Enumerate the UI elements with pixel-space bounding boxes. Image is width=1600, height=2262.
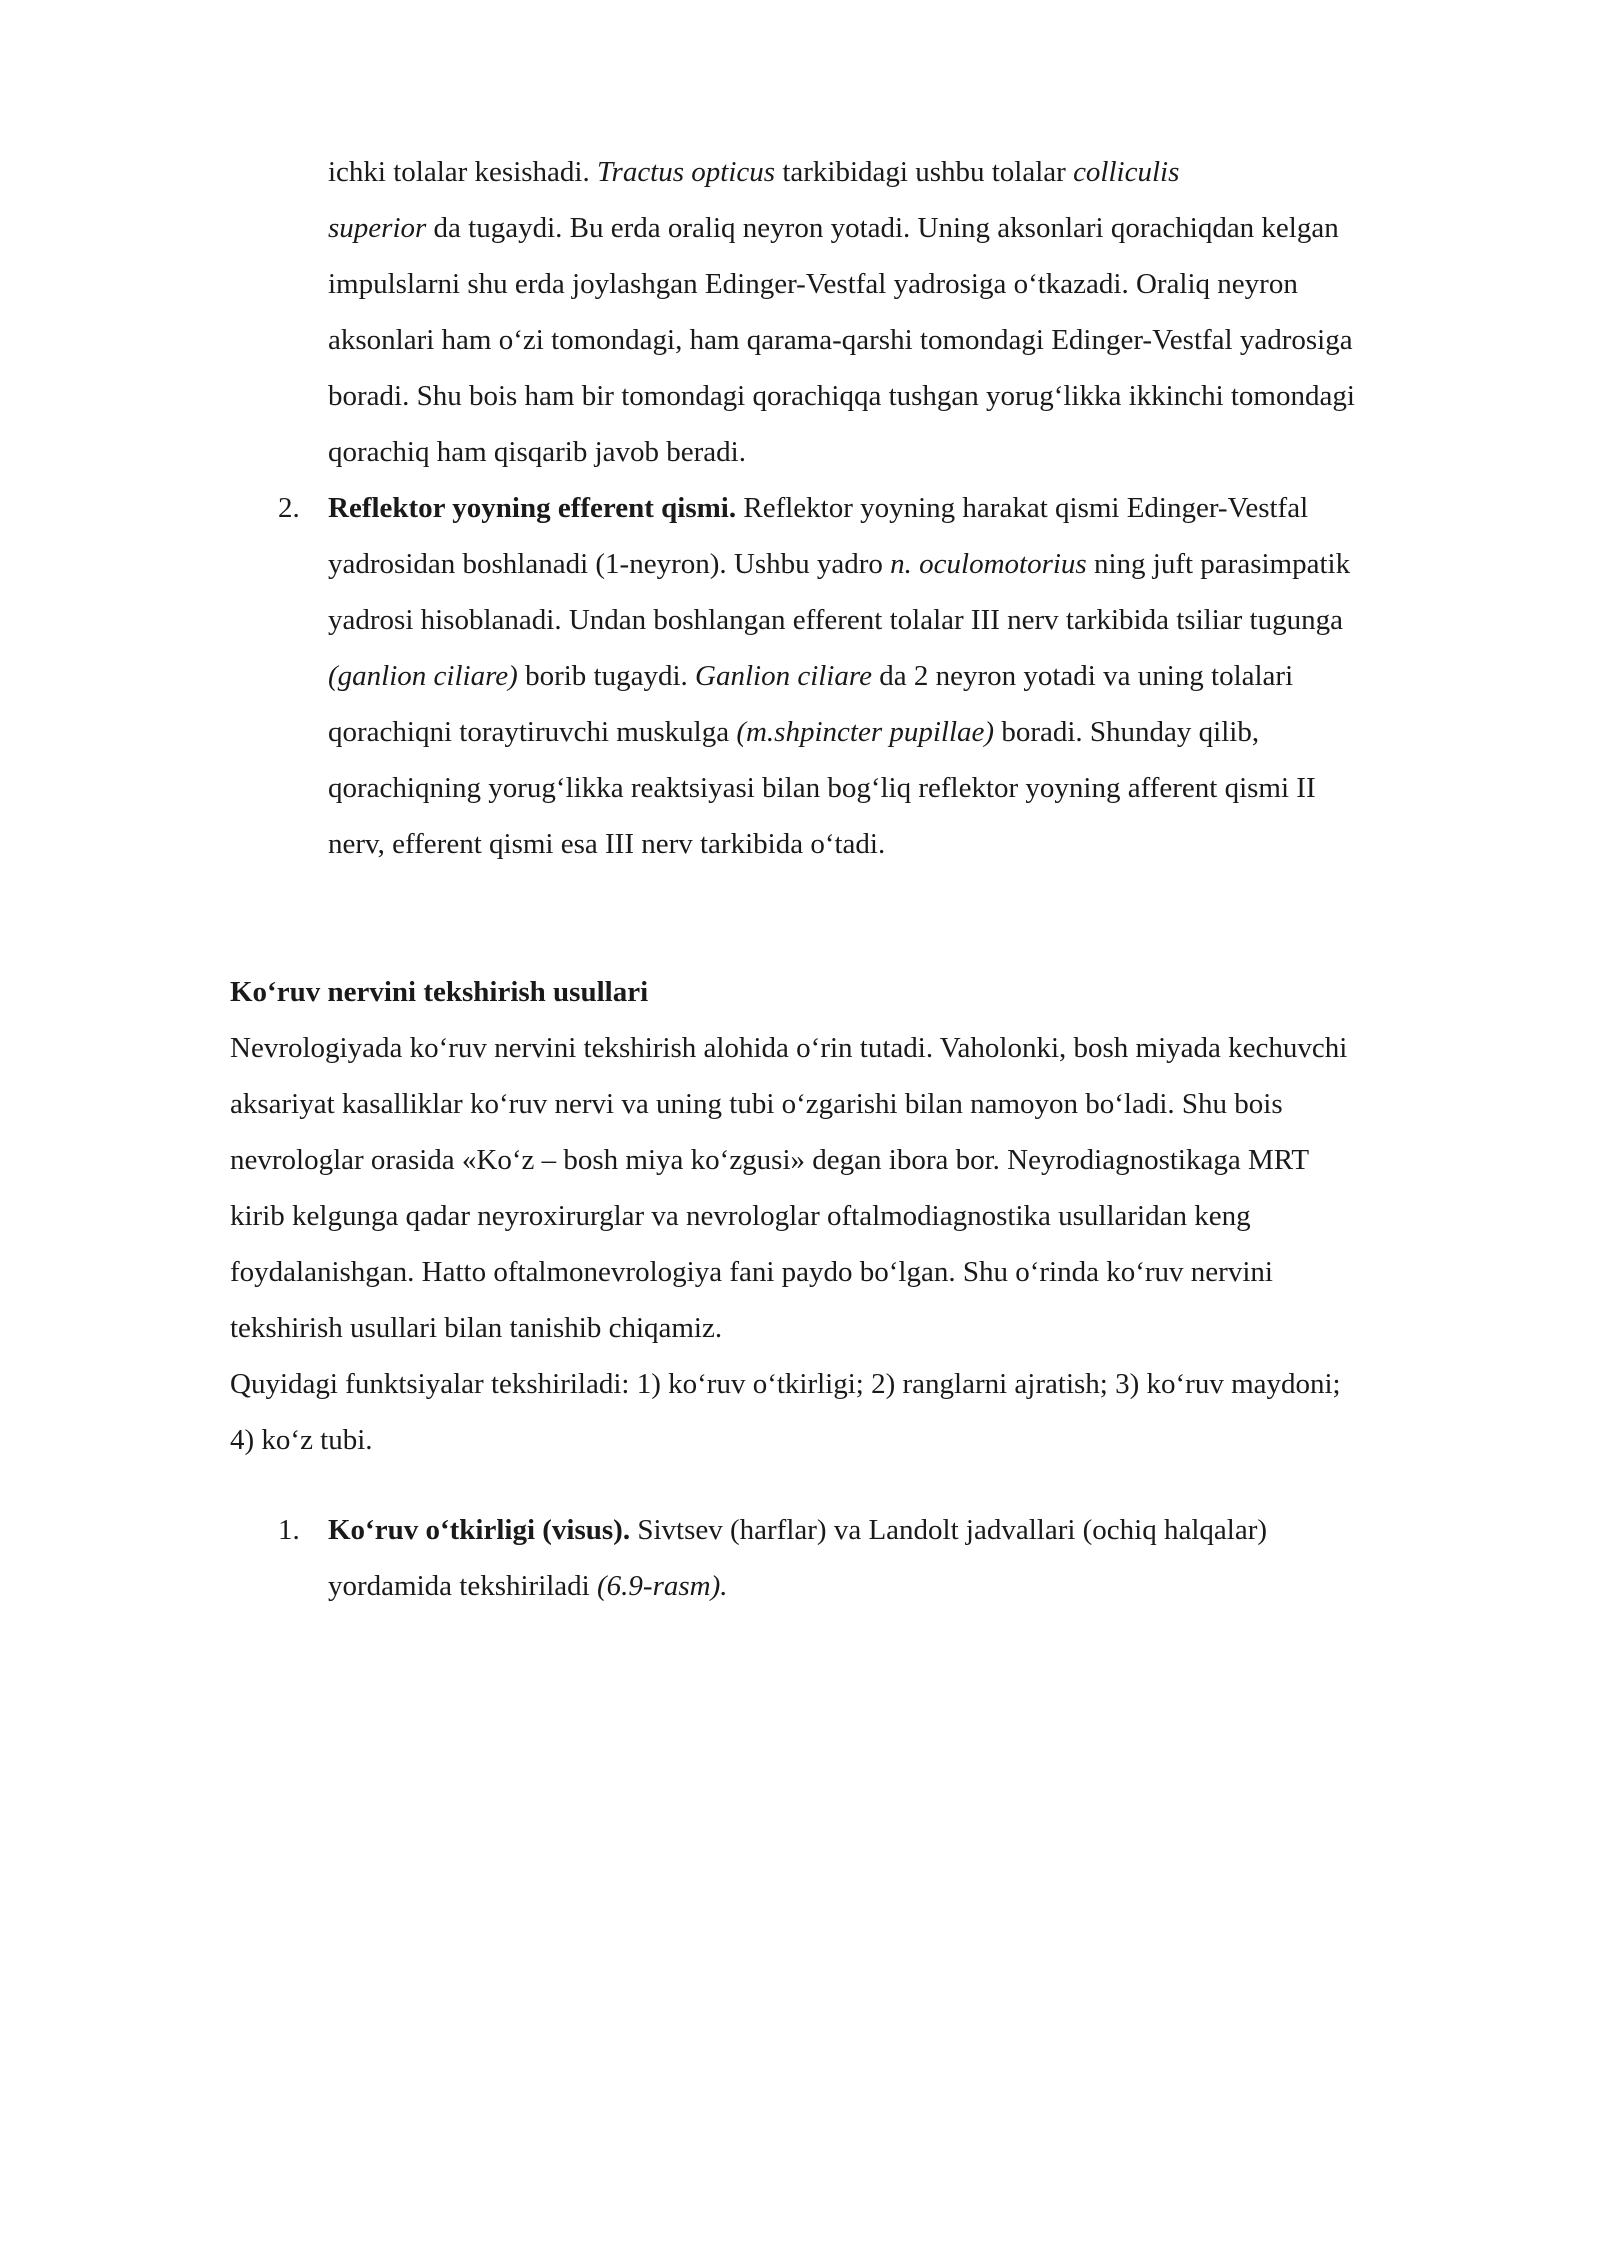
list-number: 2. [278,492,300,524]
text-line: superior da tugaydi. Bu erda oraliq neyron yotadi. Uning aksonlari qorachiqdan kelgan [328,212,1339,244]
text-line: qorachiqning yorug‘likka reaktsiyasi bilan bog‘liq reflektor yoyning afferent qismi II [328,772,1316,804]
text-line: nerv, efferent qismi esa III nerv tarkibida o‘tadi. [328,828,886,860]
paragraph-functions [230,1356,1520,1468]
figure-reference: (6.9-rasm). [597,1570,728,1602]
text-line: yadrosidan boshlanadi (1-neyron). Ushbu yadro n. oculomotorius ning juft parasimpatik [328,548,1351,580]
text-line: yadrosi hisoblanadi. Undan boshlangan efferent tolalar III nerv tarkibida tsiliar tugunga [328,604,1343,636]
list-number: 1. [278,1514,300,1546]
latin-term: n. oculomotorius [890,548,1087,580]
list-item-visus [278,1502,1508,1614]
text-line: kirib kelgunga qadar neyroxirurglar va nevrologlar oftalmodiagnostika usullaridan keng [230,1200,1251,1232]
text-line: foydalanishgan. Hatto oftalmonevrologiya fani paydo bo‘lgan. Shu o‘rinda ko‘ruv nervini [230,1256,1273,1288]
latin-term: colliculis [1073,156,1180,188]
text-line: Nevrologiyada ko‘ruv nervini tekshirish alohida o‘rin tutadi. Vaholonki, bosh miyada kechuvchi [230,1032,1348,1064]
latin-term: (m.shpincter pupillae) [736,716,995,748]
text-line: tekshirish usullari bilan tanishib chiqamiz. [230,1312,723,1344]
latin-term: Ganlion ciliare [695,660,872,692]
latin-term: Tractus opticus [597,156,776,188]
text-line: qorachiqni toraytiruvchi muskulga (m.shpincter pupillae) boradi. Shunday qilib, [328,716,1260,748]
text-line: aksonlari ham o‘zi tomondagi, ham qarama-qarshi tomondagi Edinger-Vestfal yadrosiga [328,324,1353,356]
list-item-1-continuation [328,144,1508,480]
list-item-2 [278,480,1508,872]
text-line: aksariyat kasalliklar ko‘ruv nervi va uning tubi o‘zgarishi bilan namoyon bo‘ladi. Shu bois [230,1088,1283,1120]
text-line: Ko‘ruv o‘tkirligi (visus). Sivtsev (harflar) va Landolt jadvallari (ochiq halqalar) [328,1514,1268,1546]
text-line: impulslarni shu erda joylashgan Edinger-Vestfal yadrosiga o‘tkazadi. Oraliq neyron [328,268,1298,300]
text-line: nevrologlar orasida «Ko‘z – bosh miya ko‘zgusi» degan ibora bor. Neyrodiagnostikaga MRT [230,1144,1310,1176]
paragraph-intro [230,1020,1520,1356]
text-line: qorachiq ham qisqarib javob beradi. [328,436,746,468]
text-line: 4) ko‘z tubi. [230,1424,373,1456]
text-line: yordamida tekshiriladi (6.9-rasm). [328,1570,728,1602]
latin-term: superior [328,212,427,244]
text-line: ichki tolalar kesishadi. Tractus opticus tarkibidagi ushbu tolalar colliculis [328,156,1180,188]
item-title: Ko‘ruv o‘tkirligi (visus). [328,1514,631,1546]
text-line: boradi. Shu bois ham bir tomondagi qorachiqqa tushgan yorug‘likka ikkinchi tomondagi [328,380,1355,412]
item-title: Reflektor yoyning efferent qismi. [328,492,737,524]
text-line: Reflektor yoyning efferent qismi. Reflektor yoyning harakat qismi Edinger-Vestfal [328,492,1309,524]
text-line: (ganlion ciliare) borib tugaydi. Ganlion ciliare da 2 neyron yotadi va uning tolalari [328,660,1294,692]
latin-term: (ganlion ciliare) [328,660,518,692]
text-line: Quyidagi funktsiyalar tekshiriladi: 1) ko‘ruv o‘tkirligi; 2) ranglarni ajratish; 3) ko‘ruv maydoni; [230,1368,1341,1400]
section-heading: Ko‘ruv nervini tekshirish usullari [230,976,649,1008]
